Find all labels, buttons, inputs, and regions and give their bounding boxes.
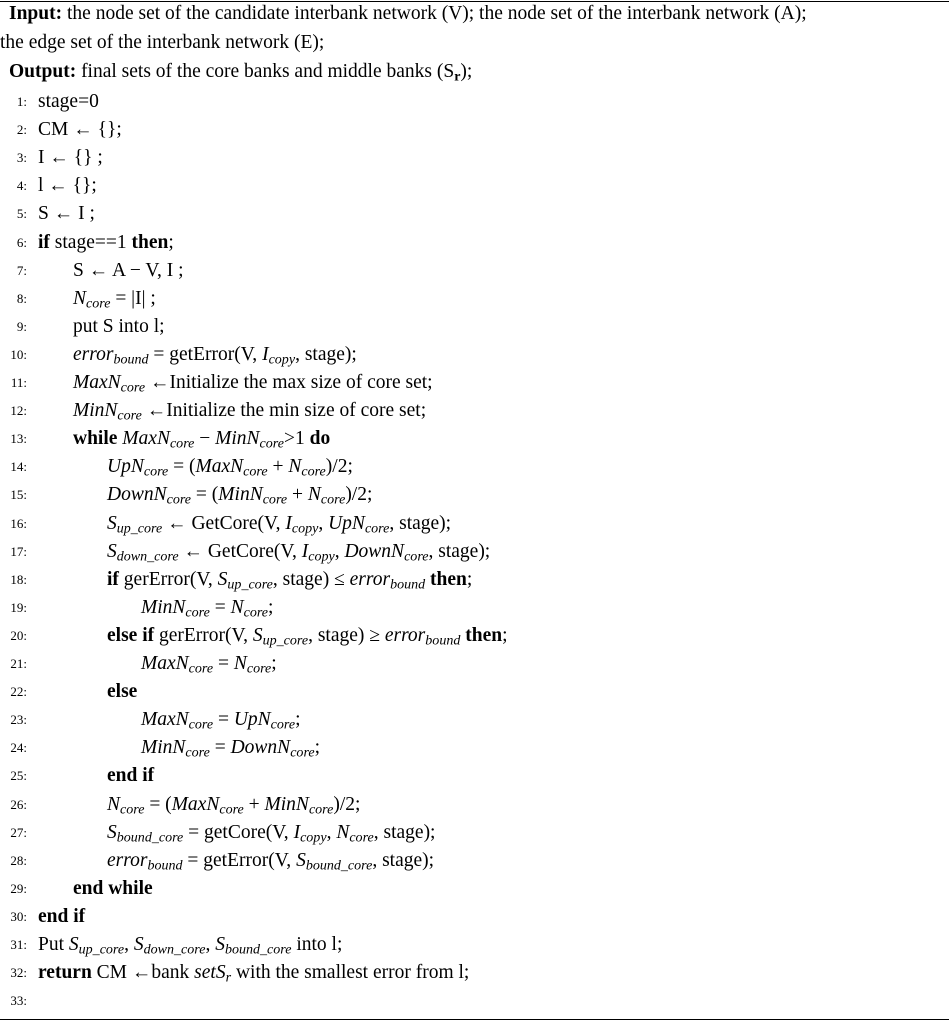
algorithm-line: [0, 566, 949, 594]
line-number: 22:: [10, 684, 27, 700]
line-code: Put $S_{up\_core}$, $S_{down\_core}$, $S_{bound\_core}$ into l;: [38, 934, 343, 958]
algorithm-line: [0, 706, 949, 734]
line-code: end while: [73, 877, 153, 899]
line-code: while MaxN$_{core}$ − MinN$_{core}$>1 do: [73, 428, 331, 452]
line-code: else if gerError(V, $S_{up\_core}$, stage) ≥ error$_{bound}$ then;: [107, 624, 508, 649]
algorithm-line: [0, 622, 949, 650]
algorithm-line: [0, 144, 949, 172]
line-number: 6:: [16, 234, 27, 250]
line-code: MaxN$_{core}$ = $N_{core}$;: [141, 653, 277, 677]
line-number: 30:: [10, 908, 27, 924]
line-number: 31:: [10, 937, 27, 952]
line-code: else: [107, 681, 138, 703]
line-number: 12:: [10, 403, 27, 419]
algorithm-line: [0, 762, 949, 790]
algorithm-line: [0, 341, 949, 369]
line-number: 17:: [10, 543, 27, 559]
line-number: 14:: [10, 459, 27, 475]
algorithm-line: [0, 987, 949, 1015]
line-number: 18:: [10, 571, 27, 587]
output-end: );: [460, 61, 473, 82]
algorithm-line: [0, 734, 949, 762]
algorithm-line: [0, 229, 949, 257]
algorithm-line: [0, 594, 949, 622]
algorithm-line: [0, 200, 949, 228]
line-number: 8:: [16, 290, 27, 306]
line-number: 16:: [10, 515, 27, 531]
line-number: 11:: [10, 375, 27, 390]
line-number: 23:: [10, 712, 27, 728]
algorithm-line: [0, 510, 949, 538]
line-code: UpN$_{core}$ = (MaxN$_{core}$ + $N_{core})/2$;: [107, 456, 353, 480]
line-code: l ← {};: [38, 175, 97, 197]
line-code: CM ← {};: [38, 119, 122, 141]
line-number: 26:: [10, 796, 27, 812]
algorithm-line: [0, 650, 949, 678]
line-code: error$_{bound}$ = getError(V, $I_{copy}$, stage);: [73, 343, 357, 368]
line-code: MinN$_{core}$ = DownN$_{core}$;: [141, 737, 321, 761]
line-number: 10:: [10, 346, 27, 362]
algorithm-line: [0, 285, 949, 313]
line-code: I ← {} ;: [38, 147, 103, 169]
algorithm-line: [0, 172, 949, 200]
line-number: 24:: [10, 740, 27, 756]
line-code: end if: [107, 765, 155, 787]
line-number: 3:: [16, 150, 27, 166]
input-line: [9, 2, 949, 26]
line-number: 20:: [10, 627, 27, 643]
line-code: $N_{core} = |I|$ ;: [73, 287, 156, 312]
line-number: 25:: [10, 768, 27, 784]
line-code: return CM ←bank setS$_r$ with the smallest error from l;: [38, 962, 470, 986]
output-label: Output:: [9, 61, 77, 82]
line-code: $S_{up\_core}$ ← GetCore(V, $I_{copy}$, UpN$_{core}$, stage);: [107, 512, 452, 536]
line-code: DownN$_{core}$ = (MinN$_{core}$ + $N_{core})/2$;: [107, 484, 373, 508]
line-number: 32:: [10, 965, 27, 981]
input-label: Input:: [9, 3, 63, 24]
line-number: 21:: [10, 656, 27, 671]
algorithm-line: [0, 791, 949, 819]
algorithm-line: [0, 903, 949, 931]
line-number: 28:: [10, 852, 27, 868]
algorithm-line: [0, 538, 949, 566]
line-number: 9:: [16, 318, 27, 334]
line-code: MaxN$_{core}$ = UpN$_{core}$;: [141, 709, 301, 733]
algorithm-line: [0, 819, 949, 847]
bottom-rule: [0, 1019, 949, 1020]
line-code: if gerError(V, $S_{up\_core}$, stage) ≤ error$_{bound}$ then;: [107, 568, 473, 593]
algorithm-line: [0, 875, 949, 903]
algorithm-line: [0, 931, 949, 959]
output-sub: r: [454, 68, 461, 85]
line-number: 27:: [10, 824, 27, 840]
algorithm-line: [0, 397, 949, 425]
line-code: MaxN$_{core}$ ←Initialize the max size of core set;: [73, 372, 433, 396]
line-code: $N_{core}$ = (MaxN$_{core}$ + MinN$_{core}$)/2;: [107, 793, 361, 817]
algorithm-line: [0, 425, 949, 453]
algorithm-line: [0, 481, 949, 509]
line-number: 2:: [16, 122, 27, 138]
line-number: 13:: [10, 431, 27, 447]
line-code: end if: [38, 905, 86, 927]
line-code: if stage==1 then;: [38, 231, 174, 253]
line-code: stage=0: [38, 91, 99, 112]
output-text: final sets of the core banks and middle banks (S: [81, 61, 455, 82]
line-code: put S into l;: [73, 315, 165, 337]
line-number: 33:: [10, 993, 27, 1009]
line-code: $S_{bound\_core}$ = getCore(V, $I_{copy}$, $N_{core}$, stage);: [107, 821, 436, 846]
algorithm-line: [0, 678, 949, 706]
line-number: 5:: [16, 206, 27, 222]
line-number: 15:: [10, 487, 27, 503]
algorithm-line: [0, 453, 949, 481]
line-code: S ← A − V, I ;: [73, 259, 184, 281]
line-code: MinN$_{core}$ = $N_{core}$;: [141, 596, 274, 621]
line-code: MinN$_{core}$ ←Initialize the min size of core set;: [73, 400, 427, 424]
input-continuation: the edge set of the interbank network (E);: [0, 32, 325, 53]
line-code: error$_{bound}$ = getError(V, $S_{bound\_core}$, stage);: [107, 849, 435, 874]
line-code: S ← I ;: [38, 203, 95, 225]
algorithm-line: [0, 88, 949, 116]
algorithm-line: [0, 847, 949, 875]
line-number: 1:: [16, 94, 27, 109]
algorithm-line: [0, 257, 949, 285]
output-line: [9, 60, 949, 84]
algorithm-line: [0, 369, 949, 397]
line-number: 19:: [10, 599, 27, 615]
line-number: 29:: [10, 880, 27, 896]
algorithm-line: [0, 116, 949, 144]
algorithm-line: [0, 959, 949, 987]
line-number: 7:: [16, 262, 27, 278]
algorithm-line: [0, 313, 949, 341]
line-code: $S_{down\_core}$ ← GetCore(V, $I_{copy}$, DownN$_{core}$, stage);: [107, 540, 491, 565]
input-text: the node set of the candidate interbank network (V); the node set of the interbank network (A);: [67, 3, 807, 24]
line-number: 4:: [16, 178, 27, 194]
